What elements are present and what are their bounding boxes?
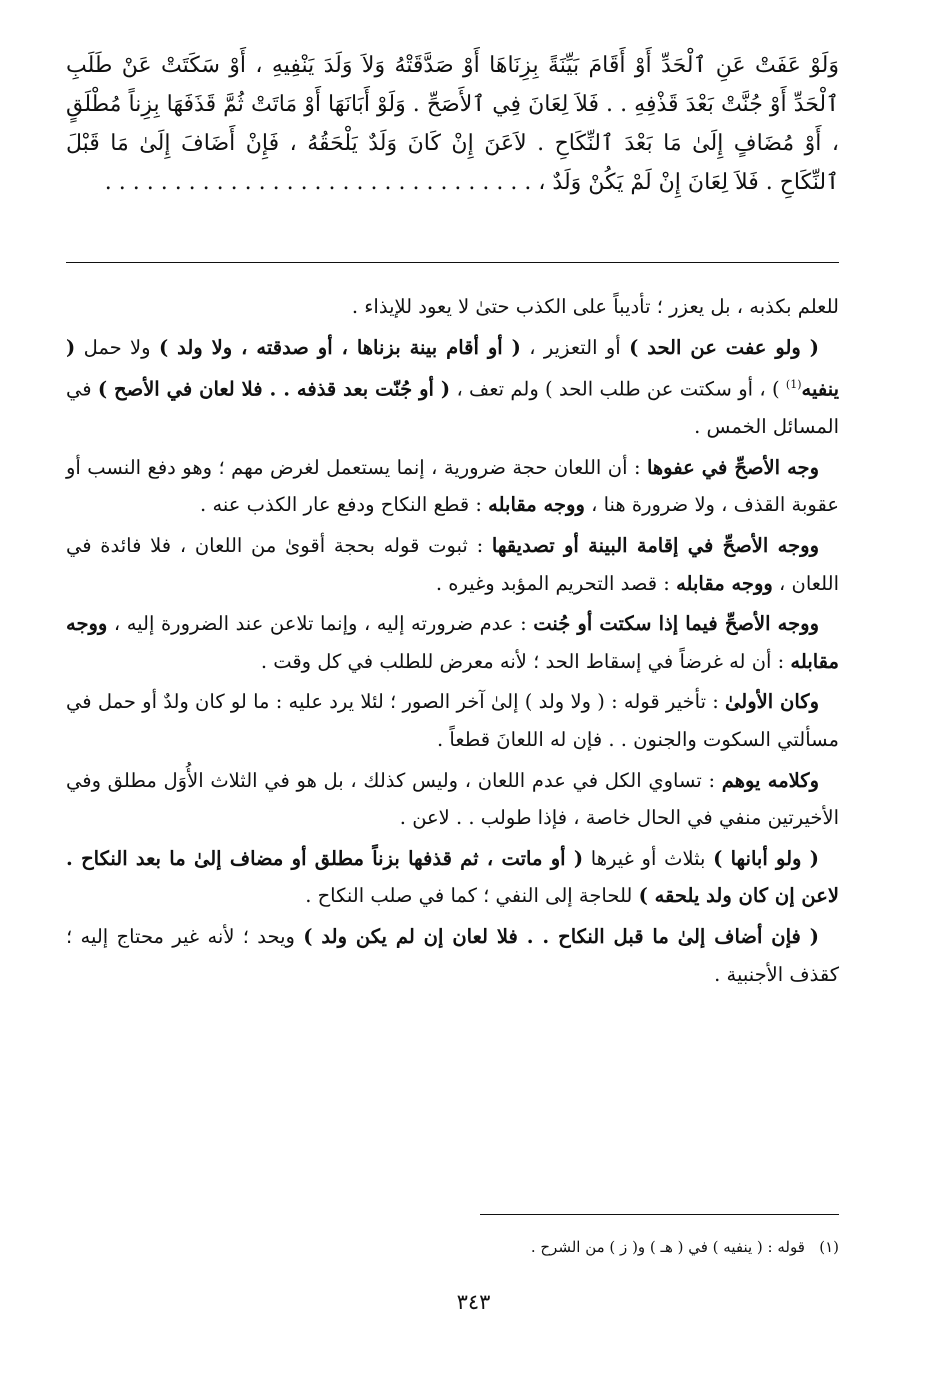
heading-phrase: وكلامه يوهم (721, 768, 819, 792)
matn-text: وَلَوْ عَفَتْ عَنِ ٱلْحَدِّ أَوْ أَقَامَ بَيِّنَةً بِزِنَاهَا أَوْ صَدَّقَتْهُ وَلاَ وَلَدَ يَنْفِيهِ ، أَوْ سَكَتَتْ عَنْ طَلَبِ ٱلْحَدِّ أَوْ جُنَّتْ بَعْدَ قَذْفِهِ . . فَلاَ لِعَانَ فِي ٱلأَصَحِّ . وَلَوْ أَبَانَهَا أَوْ مَاتَتْ ثُمَّ قَذَفَهَا بِزِناً مُطْلَقٍ ، أَوْ مُضَافٍ إِلَىٰ مَا بَعْدَ ٱلنِّكَاحِ . لاَعَنَ إِنْ كَانَ وَلَدٌ يَلْحَقُهُ ، فَإِنْ أَضَافَ إِلَىٰ مَا قَبْلَ ٱلنِّكَاحِ . فَلاَ لِعَانَ إِنْ لَمْ يَكُنْ وَلَدٌ ، . . . . . . . . . . . . . . . . . . . . . . . . . . . . . . . (66, 53, 839, 195)
commentary-text: : تأخير قوله : ( ولا ولد ) إلىٰ آخر الصور ؛ لئلا يرد عليه : ما لو كان ولدٌ أو حمل في مسألتي السكوت والجنون . . فإن له اللعانَ قطعاً . (66, 690, 839, 752)
main-divider (66, 262, 839, 263)
footnote-marker: (١) (819, 1238, 839, 1256)
heading-phrase: وجه الأصحِّ في عفوها (646, 455, 819, 479)
commentary-paragraph-5 (66, 605, 839, 680)
quoted-matn: ( ينفيه (66, 335, 840, 401)
commentary-paragraph-8 (66, 840, 839, 915)
footnote (66, 1236, 839, 1258)
commentary-text: : قصد التحريم المؤبد وغيره . (435, 571, 677, 595)
commentary-text: : ثبوت قوله بحجة أقوىٰ من اللعان ، فلا فائدة في اللعان ، (66, 534, 839, 595)
quoted-matn: ( أو جُنّت بعد قذفه . . فلا لعان في الأصح ) (97, 377, 451, 401)
commentary-text: : عدم ضرورته إليه ، وإنما تلاعن عند الضرورة إليه ، (107, 612, 534, 636)
commentary-paragraph-1: للعلم بكذبه ، بل يعزر ؛ تأديباً على الكذب حتىٰ لا يعود للإيذاء . (351, 295, 839, 318)
commentary-text: ويحد ؛ لأنه غير محتاج إليه ؛ كقذف الأجنبية . (66, 925, 839, 986)
heading-phrase: ووجه مقابله (488, 493, 585, 517)
commentary (66, 288, 839, 996)
page-number: ٣٤٣ (456, 1290, 491, 1314)
quoted-matn: ( ولو أبانها ) (713, 846, 819, 870)
commentary-text: : أن اللعان حجة ضرورية ، إنما يستعمل لغرض مهم ؛ وهو دفع النسب أو عقوبة القذف ، ولا ضرورة هنا ، (66, 455, 839, 517)
commentary-paragraph-3 (66, 449, 839, 524)
footnote-divider (480, 1214, 839, 1215)
commentary-paragraph-9 (66, 918, 839, 993)
footnote-reference[interactable]: (1) (785, 378, 802, 392)
commentary-paragraph-6 (66, 683, 839, 758)
heading-phrase: ووجه الأصحِّ في إقامة البينة أو تصديقها (491, 534, 819, 558)
commentary-paragraph-2 (66, 329, 839, 446)
commentary-text: : تساوي الكل في عدم اللعان ، وليس كذلك ، بل هو في الثلاث الأُوَل مطلق وفي الأخيرتين منفي في الحال خاصة ، فإذا طولب . . لاعن . (66, 768, 839, 830)
heading-phrase: وكان الأولىٰ (725, 690, 819, 714)
footnote-text: قوله : ( ينفيه ) في ( هـ ) و( ز ) من الشرح . (530, 1238, 805, 1256)
heading-phrase: ووجه مقابله (676, 571, 773, 595)
commentary-paragraph-7 (66, 762, 839, 837)
quoted-matn: ( ولو عفت عن الحد ) (629, 335, 820, 359)
commentary-text: في المسائل الخمس . (66, 377, 839, 439)
quoted-matn: ( أو ماتت ، ثم قذفها بزناً مطلق أو مضاف إلىٰ ما بعد النكاح . لاعن إن كان ولد يلحقه ) (66, 846, 839, 908)
commentary-text: ولا حمل (75, 335, 159, 359)
commentary-paragraph-4 (66, 527, 839, 602)
commentary-text: : أن له غرضاً في إسقاط الحد ؛ لأنه معرض للطلب في كل وقت . (260, 649, 791, 673)
heading-phrase: ووجه الأصحِّ فيما إذا سكتت أو جُنت (533, 612, 820, 636)
heading-phrase: ووجه مقابله (66, 612, 839, 673)
quoted-matn: ( فإن أضاف إلىٰ ما قبل النكاح . . فلا لعان إن لم يكن ولد ) (303, 925, 819, 948)
commentary-text: للحاجة إلى النفي ؛ كما في صلب النكاح . (305, 884, 639, 908)
quoted-matn: ( أو أقام بينة بزناها ، أو صدقته ، ولا ولد ) (158, 335, 521, 359)
commentary-text: ) ، أو سكتت عن طلب الحد ) ولم تعف ، (450, 377, 786, 401)
commentary-text: : قطع النكاح ودفع عار الكذب عنه . (200, 493, 489, 517)
commentary-text: أو التعزير ، (520, 335, 630, 359)
commentary-text: بثلاث أو غيرها (583, 846, 714, 870)
